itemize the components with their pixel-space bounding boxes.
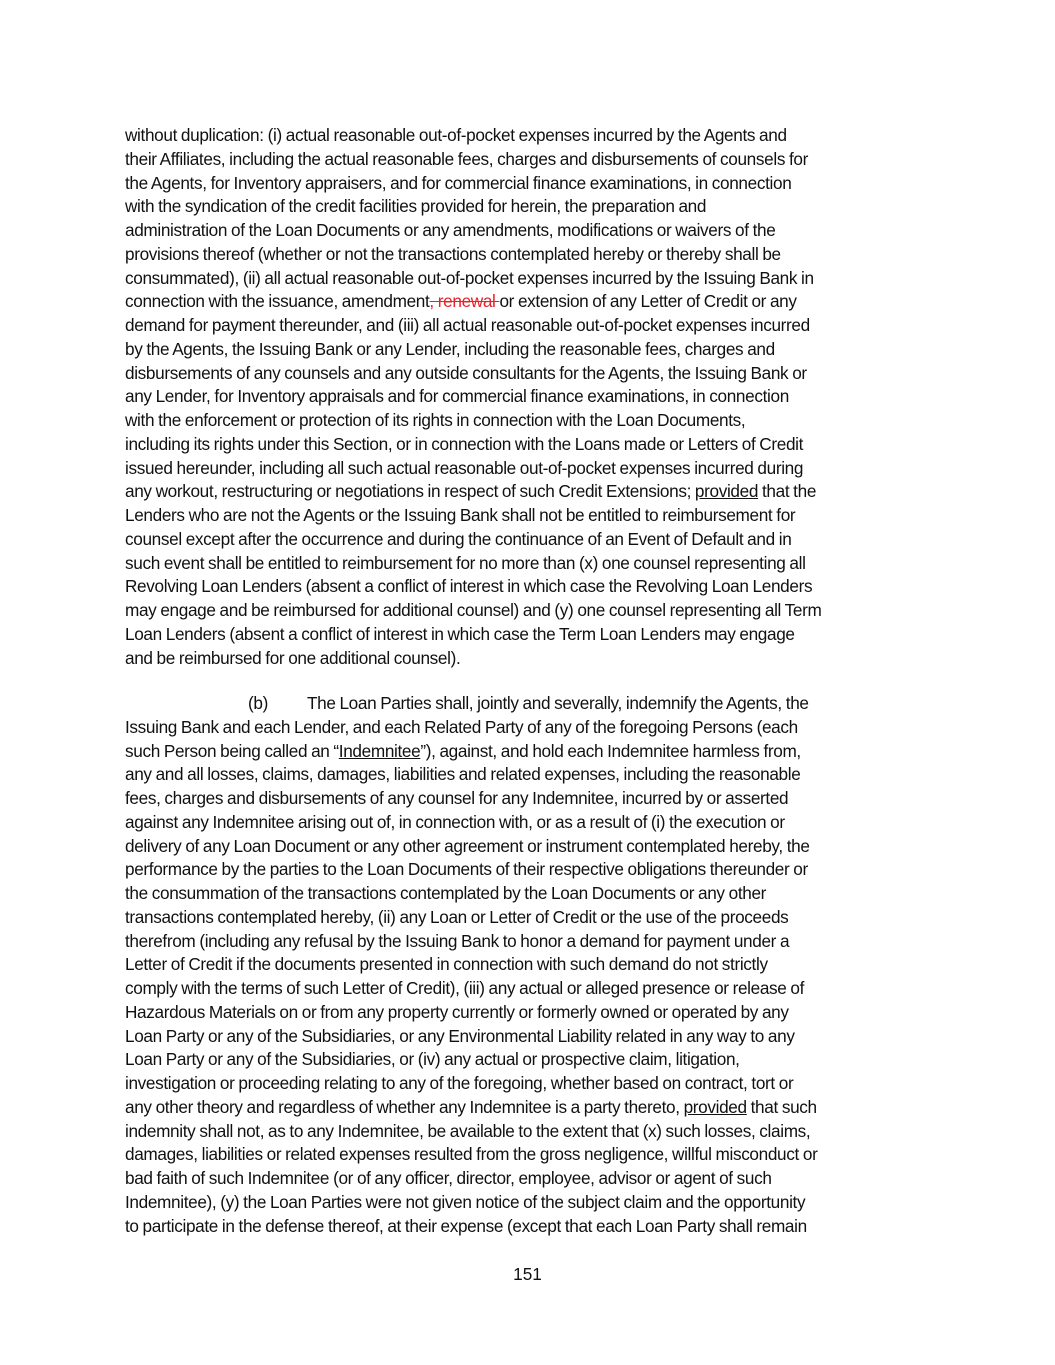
text-line: Loan Party or any of the Subsidiaries, or any Environmental Liability related in any way to any bbox=[125, 1025, 795, 1046]
text-line: with the enforcement or protection of its rights in connection with the Loan Documents, bbox=[125, 410, 746, 430]
text-line-with-deletion bbox=[125, 290, 945, 314]
text-line: may engage and be reimbursed for additional counsel) and (y) one counsel representing all Term bbox=[125, 600, 822, 620]
text-line: administration of the Loan Documents or any amendments, modifications or waivers of the bbox=[125, 220, 776, 240]
text-line: the Agents, for Inventory appraisers, and for commercial finance examinations, in connection bbox=[125, 172, 792, 193]
text-line: delivery of any Loan Document or any other agreement or instrument contemplated hereby, the bbox=[125, 835, 810, 856]
text-segment: ”), against, and hold each Indemnitee harmless from, bbox=[420, 740, 801, 761]
text-line: with the syndication of the credit facilities provided for herein, the preparation and bbox=[125, 196, 707, 217]
text-line-with-defined-term bbox=[125, 1096, 945, 1120]
text-line: damages, liabilities or related expenses resulted from the gross negligence, willful misconduct or bbox=[125, 1144, 818, 1165]
defined-term-indemnitee: Indemnitee bbox=[338, 740, 421, 761]
text-segment: The Loan Parties shall, jointly and severally, indemnify the Agents, the bbox=[306, 693, 809, 713]
text-line: including its rights under this Section, or in connection with the Loans made or Letters of Credit bbox=[125, 433, 804, 454]
text-line: disbursements of any counsels and any outside consultants for the Agents, the Issuing Bank or bbox=[125, 362, 807, 383]
text-line: any and all losses, claims, damages, liabilities and related expenses, including the reasonable bbox=[125, 764, 801, 785]
text-line: Lenders who are not the Agents or the Issuing Bank shall not be entitled to reimbursement for bbox=[125, 505, 796, 525]
text-line: such event shall be entitled to reimbursement for no more than (x) one counsel representing all bbox=[125, 552, 806, 573]
paragraph-marker: (b) bbox=[248, 693, 268, 713]
page-number: 151 bbox=[513, 1264, 542, 1284]
text-line: transactions contemplated hereby, (ii) any Loan or Letter of Credit or the use of the proceeds bbox=[125, 906, 789, 927]
text-segment: connection with the issuance, amendment bbox=[125, 291, 430, 312]
text-line: provisions thereof (whether or not the transactions contemplated hereby or thereby shall be bbox=[125, 243, 781, 264]
text-segment: that the bbox=[758, 481, 817, 502]
text-line: demand for payment thereunder, and (iii) all actual reasonable out-of-pocket expenses incurred bbox=[125, 315, 810, 335]
text-line: Revolving Loan Lenders (absent a conflict of interest in which case the Revolving Loan Lenders bbox=[125, 576, 813, 597]
text-line: to participate in the defense thereof, at their expense (except that each Loan Party shall remain bbox=[125, 1215, 807, 1236]
text-line: performance by the parties to the Loan Documents of their respective obligations thereunder or bbox=[125, 859, 808, 880]
text-line: their Affiliates, including the actual reasonable fees, charges and disbursements of counsels for bbox=[125, 148, 808, 169]
text-line: and be reimbursed for one additional counsel). bbox=[125, 647, 461, 668]
text-segment: that such bbox=[746, 1096, 817, 1117]
text-line: Loan Lenders (absent a conflict of interest in which case the Term Loan Lenders may engage bbox=[125, 623, 795, 644]
text-line: Issuing Bank and each Lender, and each Related Party of any of the foregoing Persons (each bbox=[125, 716, 798, 737]
text-line: against any Indemnitee arising out of, in connection with, or as a result of (i) the execution or bbox=[125, 811, 785, 832]
text-line: Hazardous Materials on or from any property currently or formerly owned or operated by any bbox=[125, 1001, 789, 1022]
paragraph-a bbox=[125, 124, 945, 670]
text-line: investigation or proceeding relating to any of the foregoing, whether based on contract, tort or bbox=[125, 1073, 794, 1093]
text-line: without duplication: (i) actual reasonable out-of-pocket expenses incurred by the Agents and bbox=[125, 125, 787, 145]
text-line-with-defined-term bbox=[125, 740, 945, 764]
text-line: by the Agents, the Issuing Bank or any Lender, including the reasonable fees, charges and bbox=[125, 338, 775, 359]
text-line: indemnity shall not, as to any Indemnitee, be available to the extent that (x) such losses, claims, bbox=[125, 1120, 811, 1141]
defined-term-provided: provided bbox=[694, 481, 759, 502]
text-line-with-marker bbox=[125, 692, 945, 716]
text-line: counsel except after the occurrence and during the continuance of an Event of Default and in bbox=[125, 528, 792, 549]
text-line: Loan Party or any of the Subsidiaries, or (iv) any actual or prospective claim, litigation, bbox=[125, 1049, 740, 1070]
text-segment: such Person being called an “ bbox=[125, 740, 339, 761]
text-segment: any other theory and regardless of whether any Indemnitee is a party thereto, bbox=[125, 1096, 684, 1117]
text-segment: or extension of any Letter of Credit or any bbox=[499, 291, 797, 312]
defined-term-provided: provided bbox=[683, 1096, 747, 1117]
text-segment: any workout, restructuring or negotiations in respect of such Credit Extensions; bbox=[125, 481, 695, 502]
text-line: Letter of Credit if the documents presented in connection with such demand do not strictly bbox=[125, 954, 768, 975]
text-line: the consummation of the transactions contemplated by the Loan Documents or any other bbox=[125, 883, 767, 903]
text-line: bad faith of such Indemnitee (or of any officer, director, employee, advisor or agent of such bbox=[125, 1168, 772, 1188]
deleted-text-renewal: , renewal bbox=[429, 291, 500, 312]
text-line: comply with the terms of such Letter of Credit), (iii) any actual or alleged presence or release of bbox=[125, 978, 805, 998]
text-line: Indemnitee), (y) the Loan Parties were not given notice of the subject claim and the opportunity bbox=[125, 1191, 806, 1212]
text-line: any Lender, for Inventory appraisals and for commercial finance examinations, in connection bbox=[125, 386, 789, 407]
text-line: issued hereunder, including all such actual reasonable out-of-pocket expenses incurred during bbox=[125, 457, 804, 478]
text-line: consummated), (ii) all actual reasonable out-of-pocket expenses incurred by the Issuing Bank in bbox=[125, 267, 814, 288]
text-line-with-defined-term bbox=[125, 480, 945, 504]
text-line: therefrom (including any refusal by the Issuing Bank to honor a demand for payment under a bbox=[125, 930, 790, 951]
paragraph-b bbox=[125, 692, 945, 1238]
text-line: fees, charges and disbursements of any counsel for any Indemnitee, incurred by or asserted bbox=[125, 788, 789, 808]
